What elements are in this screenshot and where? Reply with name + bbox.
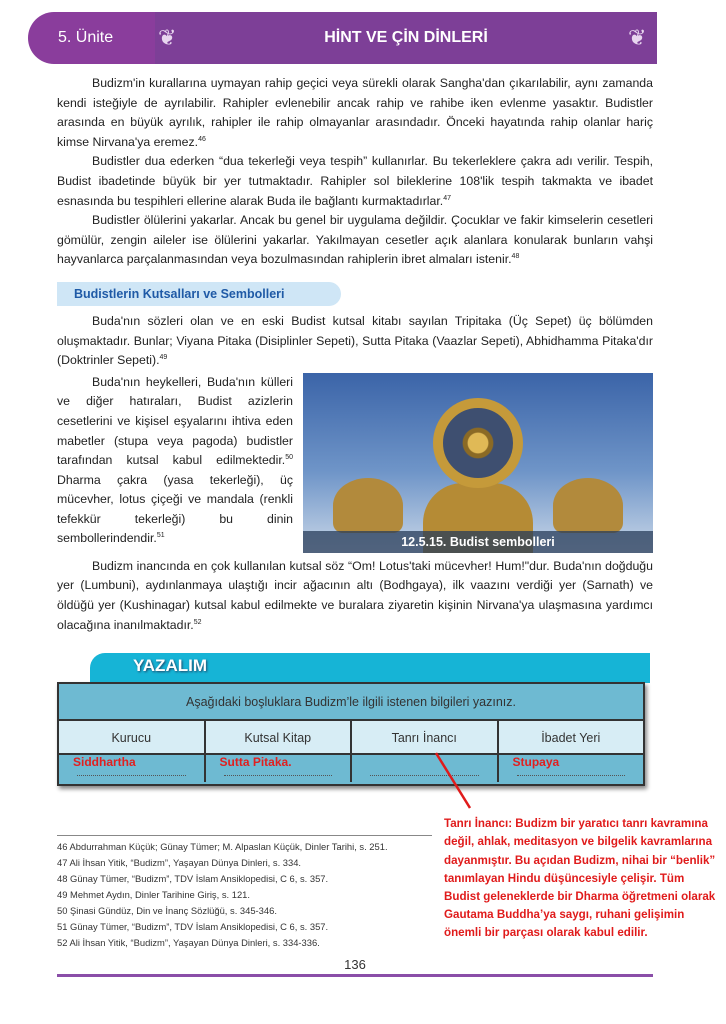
footnote: 47 Ali İhsan Yitik, “Budizm”, Yaşayan Dünya Dinleri, s. 334. — [57, 857, 302, 869]
paragraph: Buda'nın heykelleri, Buda'nın külleri ve diğer hatıraları, Budist azizlerin cesetlerini ve kişisel eşyalarını ihtiva eden mabetler (stupa veya pagoda) budistler tarafından kutsal kabul edilmektedir.$^{50}$ Dharma çakra (yasa tekerleği), üç mücevher, lotus çiçeği ve mandala (renkli tefekkür tekerleği) bu dinin sembollerindendir.$^{51}$ — [57, 374, 293, 546]
footnote: 46 Abdurrahman Küçük; Günay Tümer; M. Alpaslan Küçük, Dinler Tarihi, s. 251. — [57, 841, 388, 853]
section-heading: Budistlerin Kutsalları ve Sembolleri — [57, 282, 341, 306]
deer-statue — [553, 478, 623, 533]
column-header: Tanrı İnancı — [352, 721, 499, 753]
yazalim-title: YAZALIM — [133, 656, 207, 676]
figure-caption: 12.5.15. Budist sembolleri — [303, 531, 653, 553]
annotation-arrow — [432, 753, 472, 813]
answer-field[interactable]: Sutta Pitaka. — [206, 755, 353, 782]
answer-field[interactable]: Stupaya — [499, 755, 644, 782]
page-number: 136 — [57, 957, 653, 977]
column-header: İbadet Yeri — [499, 721, 644, 753]
yazalim-table — [57, 682, 645, 786]
answer-field[interactable] — [352, 755, 499, 782]
yazalim-section — [57, 653, 653, 789]
paragraph: Budistler ölülerini yakarlar. Ancak bu genel bir uygulama değildir. Çocuklar ve fakir kimselerin cesetleri gömülür, zengin aileler ise ölülerini yakarlar. Yakılmayan cesetler açık alanlara konularak bunların vahşi hayvanlarca parçalanmasından veya bozulmasından rahiplerin ibret almaları istenir.$^{48}$ — [57, 213, 653, 267]
paragraph: Budizm inancında en çok kullanılan kutsal söz “Om! Lotus'taki mücevher! Hum!"dur. Buda'nın doğduğu yer (Lumbuni), aydınlanmaya ulaştığı incir ağacının altı (Bodhgaya), ilk vaazını verdiği yer (Sarnath) ve öldüğü yer (Kushinagar) kutsal kabul edilmekte ve buralara ziyaretin kişinin Nirvana'ya ulaşmasına yardımcı olacağına inanılmaktadır.$^{52}$ — [57, 558, 653, 632]
budist-symbols-figure — [303, 373, 653, 553]
footnotes — [57, 835, 432, 951]
body-text-top — [57, 74, 653, 270]
bottom-area — [57, 815, 722, 951]
footnote: 51 Günay Tümer, “Budizm”, TDV İslam Ansiklopedisi, C 6, s. 357. — [57, 921, 329, 933]
unit-tab: 5. Ünite — [28, 12, 158, 64]
instruction: Aşağıdaki boşluklara Budizm’le ilgili istenen bilgileri yazınız. — [59, 684, 643, 721]
annotation-note: Tanrı İnancı: Budizm bir yaratıcı tanrı kavramına değil, ahlak, meditasyon ve bilgelik kavramlarına dayanmıştır. Bu açıdan Budizm, nihai bir “benlik” tanımlayan Hindu düşüncesiyle çelişir. Tüm Budist geleneklerde bir Dharma öğretmeni olarak Gautama Buddha’ya saygı, ruhani gelişimin önemli bir parçası olarak kabul edilir. — [444, 817, 716, 940]
dharma-wheel-icon — [433, 398, 523, 488]
chapter-title: HİNT VE ÇİN DİNLERİ — [155, 12, 657, 64]
footnote: 48 Günay Tümer, “Budizm”, TDV İslam Ansiklopedisi, C 6, s. 357. — [57, 873, 329, 885]
paragraph: Budizm'in kurallarına uymayan rahip geçici veya sürekli olarak Sangha'dan çıkarılabilir, aynı zamanda kendi isteğiyle de ayrılabilir. Rahipler evlenebilir ancak rahip ve rahibe iken evlenme yasaktır. Budistler arasında en büyük ayrılık, rahipler ile rahip olmayanlar arasındadır. Önceki hayatında rahip olanlar hariç kimse Nirvana'ya eremez.$^{46}$ — [57, 76, 653, 149]
paragraph: Budistler dua ederken “dua tekerleği veya tespih” kullanırlar. Bu tekerleklere çakra adı verilir. Tespih, Budist ibadetinde büyük bir yer tutmaktadır. Rahipler sol bileklerine 108'lik tespih takmakta ve ibadet esnasında bu tespihleri ellerine alarak Buda ile bağlantı kurmaktadırlar.$^{47}$ — [57, 154, 653, 208]
footnote: 50 Şinasi Gündüz, Din ve İnanç Sözlüğü, s. 345-346. — [57, 905, 277, 917]
ornament-icon: ❦ — [628, 25, 647, 50]
figure-section — [57, 373, 653, 557]
footnote: 49 Mehmet Aydın, Dinler Tarihine Giriş, s. 121. — [57, 889, 250, 901]
footnote: 52 Ali İhsan Yitik, “Budizm”, Yaşayan Dünya Dinleri, s. 334-336. — [57, 937, 320, 949]
answer-field[interactable]: Siddhartha — [59, 755, 206, 782]
paragraph: Buda'nın sözleri olan ve en eski Budist kutsal kitabı sayılan Tripitaka (Üç Sepet) üç bölümden oluşmaktadır. Bunlar; Viyana Pitaka (Disiplinler Sepeti), Sutta Pitaka (Vaazlar Sepeti), Abhidhamma Pitaka'dır (Doktrinler Sepeti).$^{49}$ — [57, 313, 653, 368]
deer-statue — [333, 478, 403, 533]
column-header: Kutsal Kitap — [206, 721, 353, 753]
ornament-icon: ❦ — [158, 25, 177, 50]
column-header: Kurucu — [59, 721, 206, 753]
